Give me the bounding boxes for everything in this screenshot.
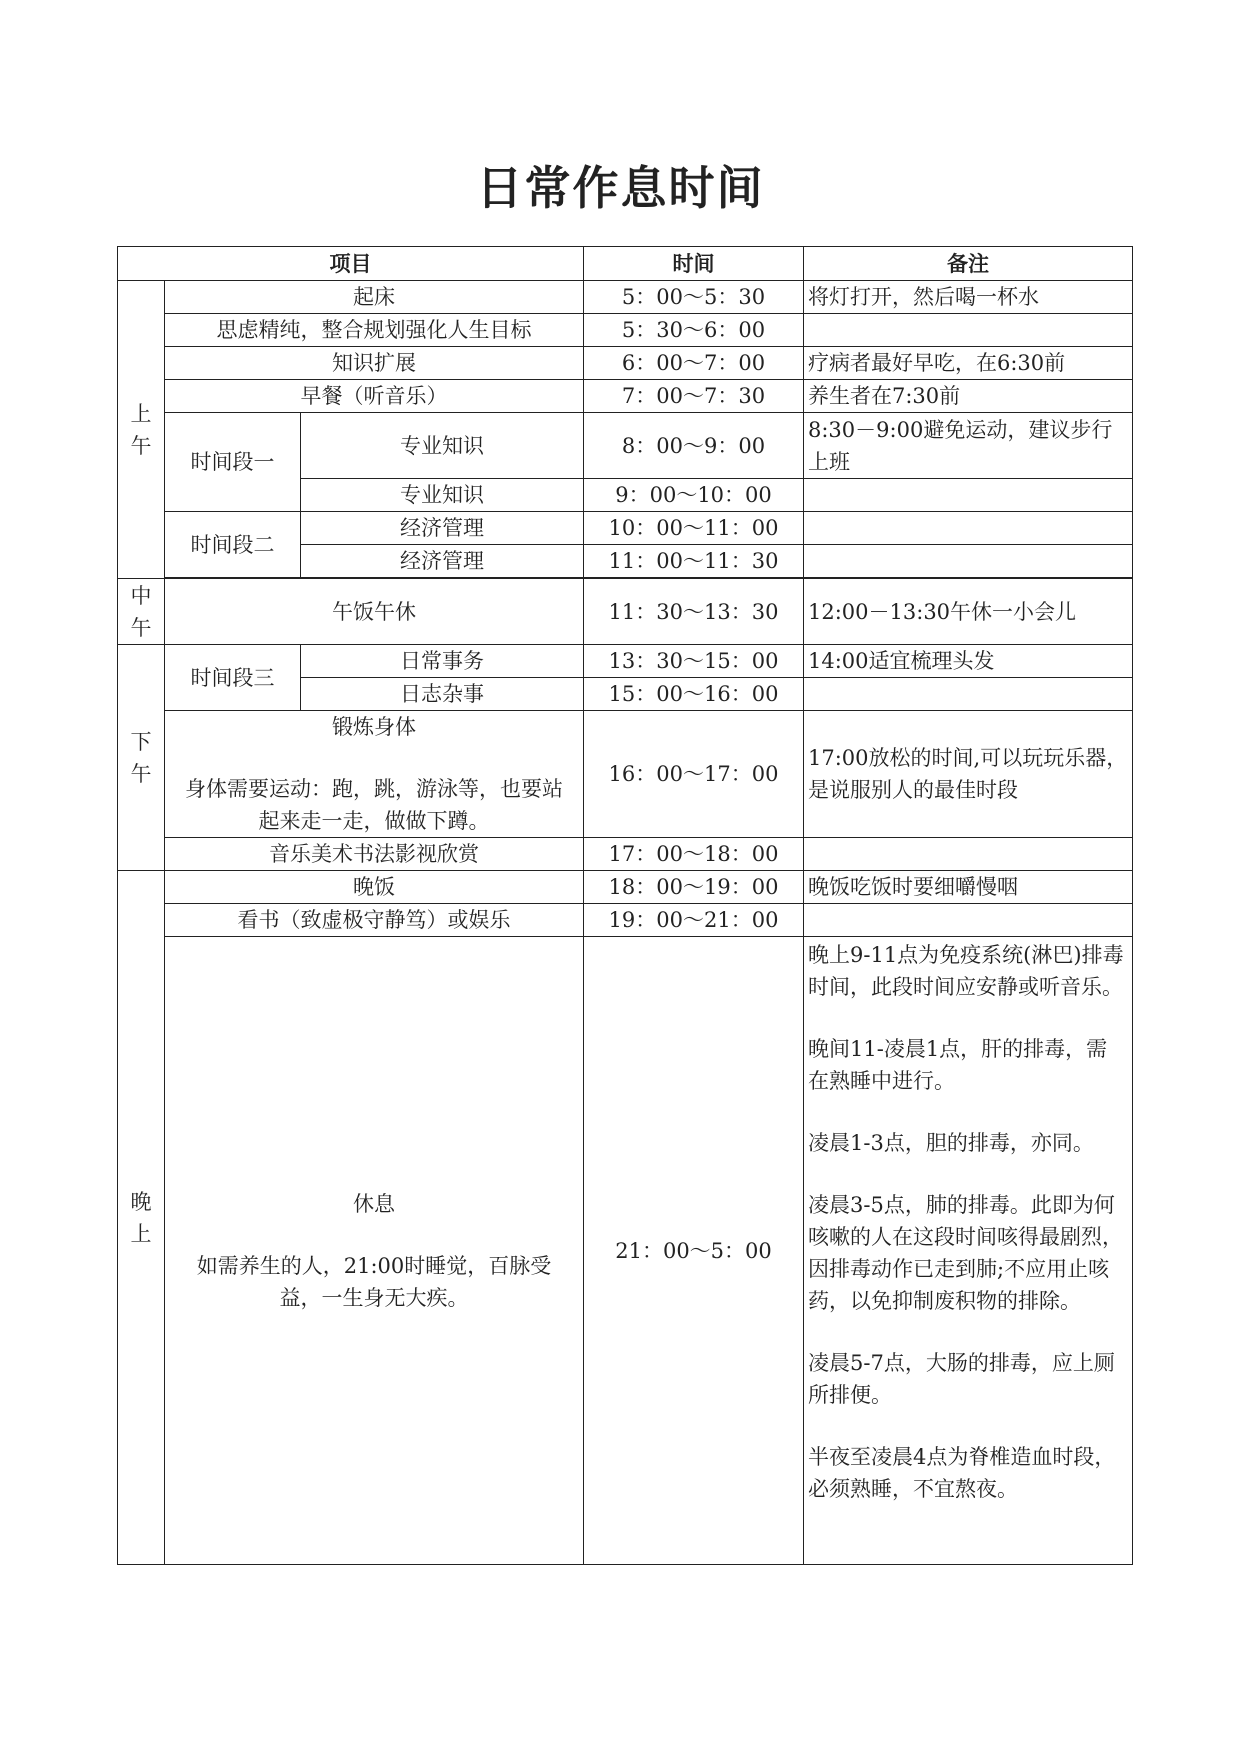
item-detail: 如需养生的人，21:00时睡觉，百脉受益，一生身无大疾。 [196, 1253, 552, 1310]
item-cell [165, 937, 584, 1565]
note-cell [804, 678, 1133, 711]
note-cell [804, 479, 1133, 512]
table-row [118, 281, 1133, 314]
time-cell: 13：30～15：00 [584, 645, 804, 678]
note-cell: 晚饭吃饭时要细嚼慢咽 [804, 871, 1133, 904]
item-cell: 晚饭 [165, 871, 584, 904]
table-row [118, 579, 1133, 645]
time-cell: 21：00～5：00 [584, 937, 804, 1565]
note-paragraph: 晚间11-凌晨1点，肝的排毒，需在熟睡中进行。 [808, 1037, 1108, 1093]
item-cell: 午饭午休 [165, 579, 584, 645]
item-cell: 专业知识 [301, 413, 584, 479]
time-cell: 7：00～7：30 [584, 380, 804, 413]
item-cell [165, 711, 584, 838]
time-cell: 10：00～11：00 [584, 512, 804, 545]
header-item: 项目 [118, 247, 584, 281]
item-detail: 身体需要运动：跑，跳，游泳等，也要站起来走一走，做做下蹲。 [185, 777, 563, 833]
note-cell [804, 937, 1133, 1565]
page-title: 日常作息时间 [476, 161, 765, 215]
time-cell: 18：00～19：00 [584, 871, 804, 904]
item-title: 锻炼身体 [332, 715, 416, 739]
item-cell: 看书（致虚极守静笃）或娱乐 [165, 904, 584, 937]
time-cell: 15：00～16：00 [584, 678, 804, 711]
note-cell [804, 545, 1133, 578]
note-cell [804, 512, 1133, 545]
table-row [118, 904, 1133, 937]
item-cell: 专业知识 [301, 479, 584, 512]
table-row [118, 838, 1133, 871]
time-cell: 17：00～18：00 [584, 838, 804, 871]
period-afternoon: 下午 [118, 645, 165, 871]
table-row [118, 937, 1133, 1565]
segment-label: 时间段一 [165, 413, 301, 512]
header-time: 时间 [584, 247, 804, 281]
item-cell: 音乐美术书法影视欣赏 [165, 838, 584, 871]
table-row [118, 645, 1133, 678]
note-cell [804, 838, 1133, 871]
item-cell: 早餐（听音乐） [165, 380, 584, 413]
note-cell: 14:00适宜梳理头发 [804, 645, 1133, 678]
header-row [118, 247, 1133, 281]
note-cell: 养生者在7:30前 [804, 380, 1133, 413]
table-row [118, 871, 1133, 904]
period-noon: 中午 [118, 579, 165, 645]
note-cell [804, 904, 1133, 937]
segment-label: 时间段三 [165, 645, 301, 711]
time-cell: 9：00～10：00 [584, 479, 804, 512]
time-cell: 11：00～11：30 [584, 545, 804, 578]
time-cell: 8：00～9：00 [584, 413, 804, 479]
table-row [118, 512, 1133, 545]
note-cell: 12:00－13:30午休一小会儿 [804, 579, 1133, 645]
note-paragraph: 晚上9-11点为免疫系统(淋巴)排毒时间，此段时间应安静或听音乐。 [808, 943, 1124, 999]
note-cell: 17:00放松的时间,可以玩玩乐器，是说服别人的最佳时段 [804, 711, 1133, 838]
time-cell: 6：00～7：00 [584, 347, 804, 380]
note-paragraph: 凌晨5-7点，大肠的排毒，应上厕所排便。 [808, 1351, 1115, 1407]
time-cell: 11：30～13：30 [584, 579, 804, 645]
time-cell: 5：00～5：30 [584, 281, 804, 314]
item-cell: 日常事务 [301, 645, 584, 678]
item-cell: 经济管理 [301, 545, 584, 578]
time-cell: 5：30～6：00 [584, 314, 804, 347]
item-cell: 思虑精纯，整合规划强化人生目标 [165, 314, 584, 347]
table-row [118, 314, 1133, 347]
segment-label: 时间段二 [165, 512, 301, 578]
note-cell: 8:30－9:00避免运动，建议步行上班 [804, 413, 1133, 479]
note-paragraph: 半夜至凌晨4点为脊椎造血时段，必须熟睡，不宜熬夜。 [808, 1445, 1116, 1501]
header-note: 备注 [804, 247, 1133, 281]
period-evening: 晚上 [118, 871, 165, 1565]
schedule-table [117, 246, 1133, 1565]
note-cell: 疗病者最好早吃，在6:30前 [804, 347, 1133, 380]
table-row [118, 413, 1133, 479]
note-paragraph: 凌晨1-3点，胆的排毒，亦同。 [808, 1131, 1094, 1155]
item-cell: 经济管理 [301, 512, 584, 545]
time-cell: 16：00～17：00 [584, 711, 804, 838]
item-cell: 日志杂事 [301, 678, 584, 711]
item-cell: 知识扩展 [165, 347, 584, 380]
item-cell: 起床 [165, 281, 584, 314]
note-cell [804, 314, 1133, 347]
note-paragraph: 凌晨3-5点，肺的排毒。此即为何咳嗽的人在这段时间咳得最剧烈，因排毒动作已走到肺;不应用止咳药，以免抑制废积物的排除。 [808, 1193, 1123, 1313]
note-cell: 将灯打开，然后喝一杯水 [804, 281, 1133, 314]
period-morning: 上午 [118, 281, 165, 579]
time-cell: 19：00～21：00 [584, 904, 804, 937]
table-row [118, 380, 1133, 413]
table-row [118, 711, 1133, 838]
item-title: 休息 [353, 1191, 395, 1216]
table-row [118, 347, 1133, 380]
